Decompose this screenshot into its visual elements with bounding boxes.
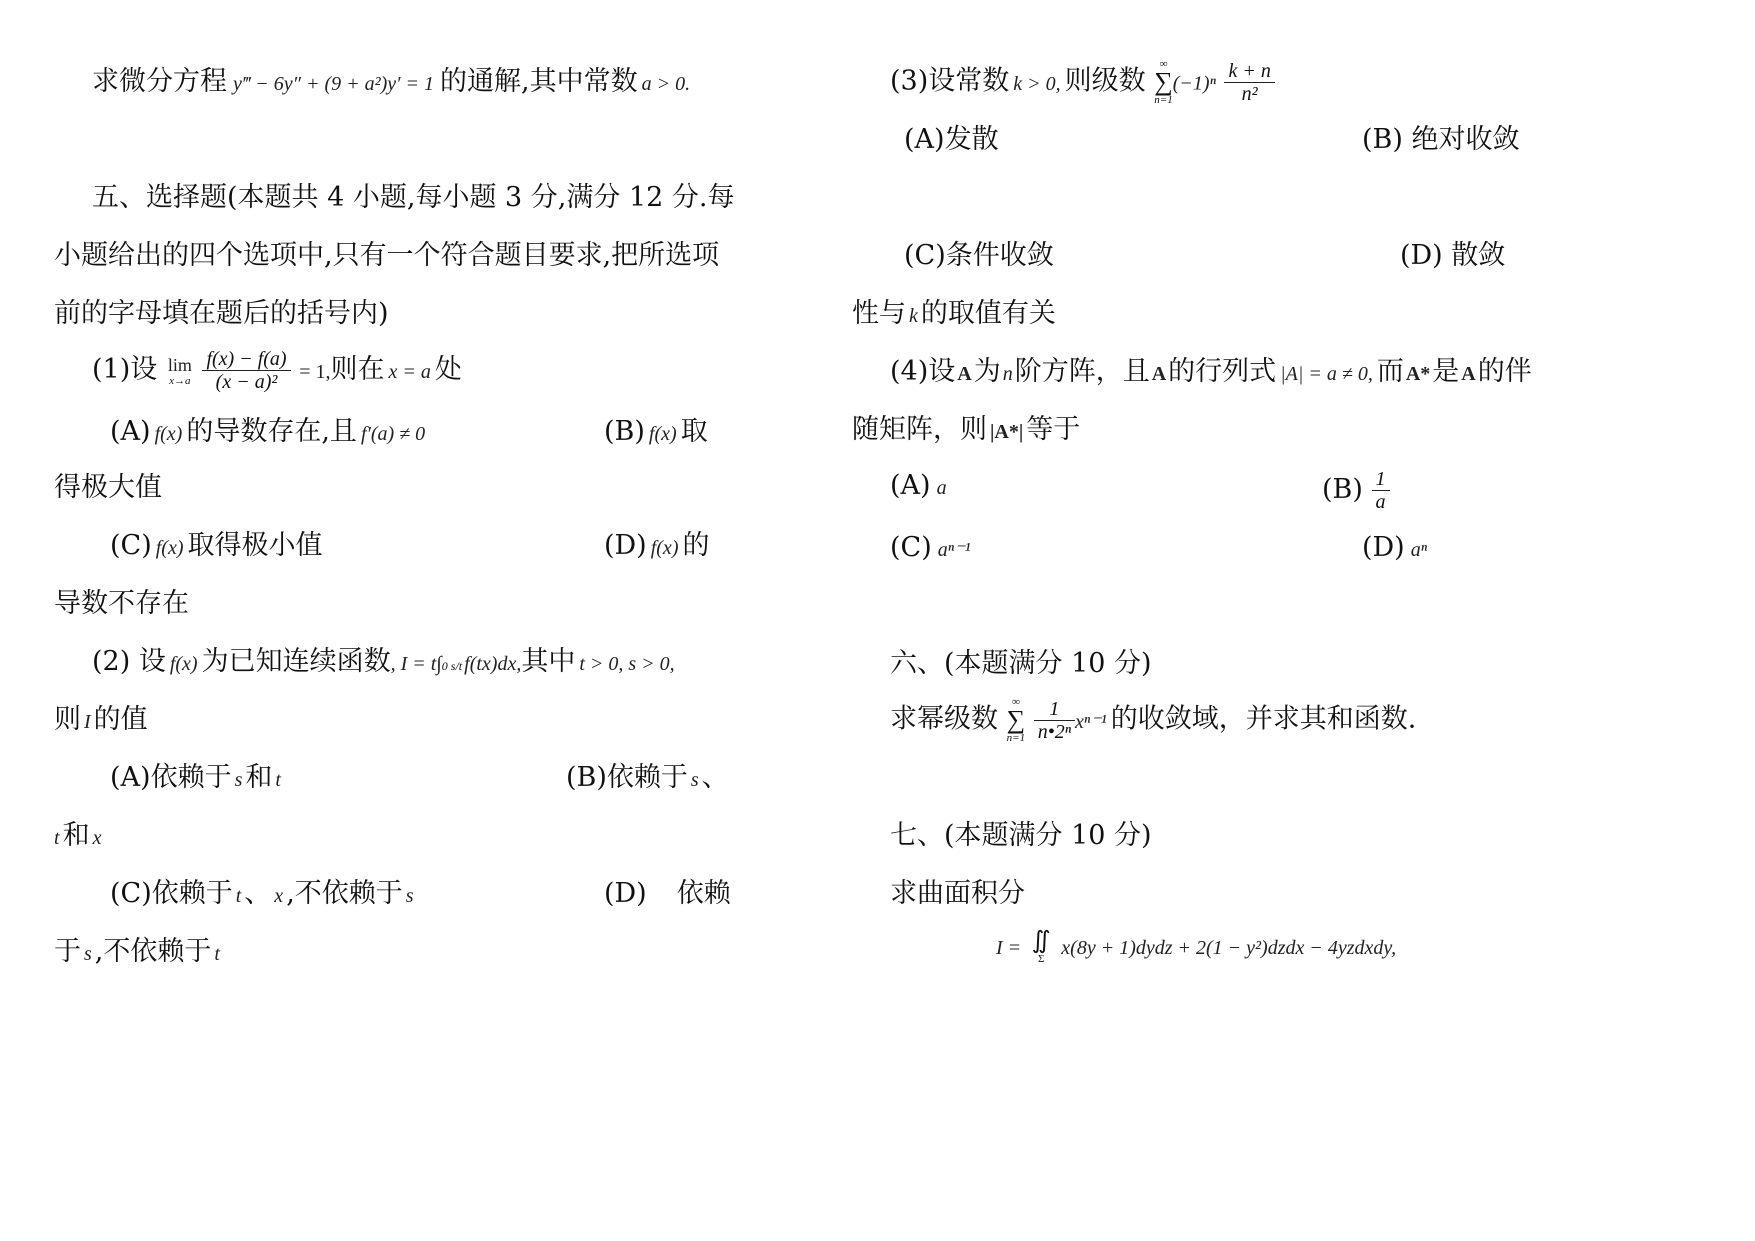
q1-option-d: (D) f(x) 的 xyxy=(604,530,710,561)
q2-option-b: (B)依赖于 s 、 xyxy=(566,762,729,793)
q2-option-b-continued: t 和 x xyxy=(54,820,102,851)
section5-heading-line3: 前的字母填在题后的括号内) xyxy=(54,298,389,329)
q2-option-d-continued: 于 s ,不依赖于 t xyxy=(54,936,220,967)
question-2: (2) 设 f(x) 为已知连续函数, I = t∫0 s/t f(tx)dx,其中 t > 0, s > 0, xyxy=(92,646,675,677)
section5-heading-line1: 五、选择题(本题共 4 小题,每小题 3 分,满分 12 分.每 xyxy=(92,182,735,213)
question-4-continued: 随矩阵，则 |A*| 等于 xyxy=(852,414,1081,445)
q1-option-b-continued: 得极大值 xyxy=(54,472,162,503)
q2-option-a: (A)依赖于 s 和 t xyxy=(110,762,281,793)
q2-option-d: (D) 依赖 xyxy=(604,878,731,909)
section5-heading-line2: 小题给出的四个选项中,只有一个符合题目要求,把所选项 xyxy=(54,240,720,271)
question-4: (4)设 A为 n阶方阵，且 A的行列式 |A| = a ≠ 0, 而 A*是 A的伴 xyxy=(890,356,1532,387)
q3-option-d-continued: 性与 k 的取值有关 xyxy=(852,298,1056,329)
section7-problem: 求曲面积分 xyxy=(890,878,1025,909)
q2-option-c: (C)依赖于 t 、 x ,不依赖于 s xyxy=(110,878,414,909)
section6-heading: 六、(本题满分 10 分) xyxy=(890,648,1152,679)
de-equation: y‴ − 6y″ + (9 + a²)y′ = 1 xyxy=(233,73,435,95)
q3-option-c: (C)条件收敛 xyxy=(904,240,1054,271)
q3-option-b: (B) 绝对收敛 xyxy=(1362,124,1520,155)
limit-symbol: lim x→a xyxy=(167,354,192,387)
series-sum-symbol: ∞ ∑ n=1 xyxy=(1154,58,1173,106)
surface-integral-equation: I = ∬ Σ x(8y + 1)dydz + 2(1 − y²)dzdx − 4yzdxdy, xyxy=(996,927,1397,965)
section7-heading: 七、(本题满分 10 分) xyxy=(890,820,1152,851)
power-series-sum-symbol: ∞ ∑ n=1 xyxy=(1006,696,1026,744)
q1-option-b: (B) f(x) 取 xyxy=(604,416,708,447)
q4-option-d: (D) aⁿ xyxy=(1362,532,1428,563)
q1-option-d-continued: 导数不存在 xyxy=(54,588,189,619)
series-fraction: $\frac{k + n}{\text{n²}}$ xyxy=(1224,60,1274,105)
q4-option-c: (C) aⁿ⁻¹ xyxy=(890,532,971,563)
q4-option-a: (A) a xyxy=(890,470,947,501)
q1-option-c: (C) f(x) 取得极小值 xyxy=(110,530,323,561)
q1-option-a: (A) f(x) 的导数存在,且 f′(a) ≠ 0 xyxy=(110,416,426,447)
limit-fraction: $\frac{f(x) - f(a)}{\text{(x − a)²}}$ xyxy=(202,348,290,393)
power-series-fraction: $\frac{1}{\text{n•2ⁿ}}$ xyxy=(1034,698,1075,743)
de-problem: 求微分方程 y‴ − 6y″ + (9 + a²)y′ = 1 的通解,其中常数 a > 0. xyxy=(92,66,691,97)
section6-problem: 求幂级数 ∞ ∑ n=1 $\frac{1}{\text{n•2ⁿ}}$ xⁿ⁻¹ 的收敛域，并求其和函数. xyxy=(890,696,1417,744)
q3-option-d: (D) 散敛 xyxy=(1400,240,1506,271)
question-2-continued: 则 I 的值 xyxy=(54,704,148,735)
question-1: (1)设 lim x→a $\frac{f(x) - f(a)}{\text{(x − a)²}}$ = 1,则在 x = a 处 xyxy=(92,348,462,393)
q4-option-b: (B) $\frac{1}{a}$ xyxy=(1322,468,1390,513)
question-3: (3)设常数 k > 0, 则级数 ∞ ∑ n=1 (−1)ⁿ $\frac{k + n}{\text{n²}}$ xyxy=(890,58,1275,106)
q3-option-a: (A)发散 xyxy=(904,124,999,155)
